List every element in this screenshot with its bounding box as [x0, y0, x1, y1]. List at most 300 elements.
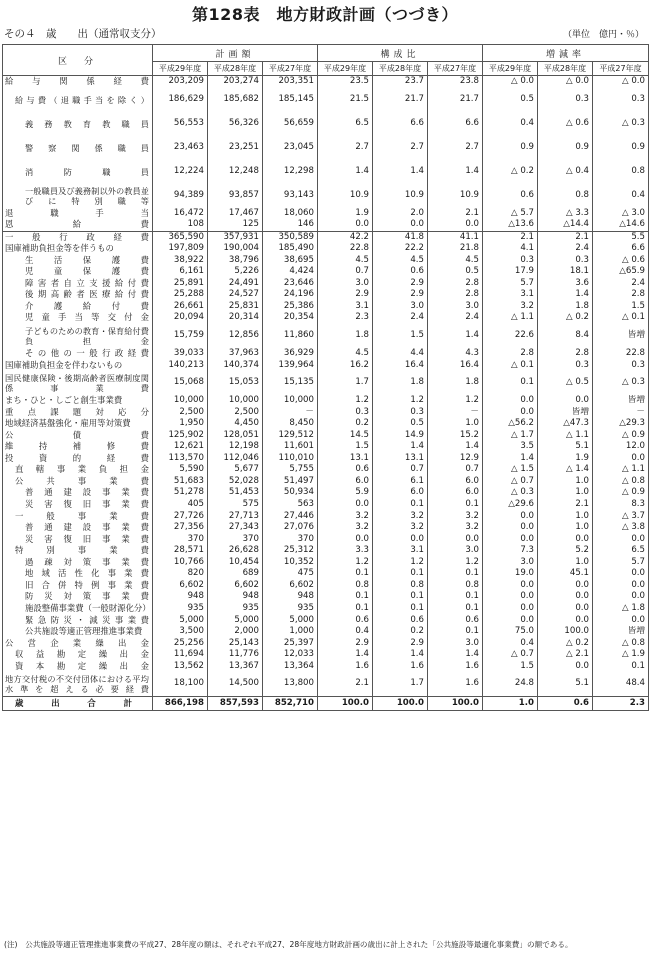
row-value: △ 0.3 — [593, 112, 649, 136]
row-value: 563 — [263, 499, 318, 511]
row-label: 退職手当 — [3, 208, 153, 220]
row-label: その他の一般行政経費 — [3, 348, 153, 360]
row-value: 0.3 — [593, 88, 649, 112]
row-value: 475 — [263, 568, 318, 580]
row-value: 1.4 — [373, 649, 428, 661]
row-value: 100.0 — [373, 697, 428, 711]
row-value: 2.3 — [593, 697, 649, 711]
row-value: 10.9 — [318, 184, 373, 208]
row-value: 10,352 — [263, 557, 318, 569]
row-value: 51,497 — [263, 476, 318, 488]
row-value: 0.8 — [318, 580, 373, 592]
row-value: 25,386 — [263, 301, 318, 313]
row-value: 0.1 — [428, 568, 483, 580]
row-value: △ 0.6 — [538, 112, 593, 136]
row-label: 給与費（退職手当を除く） — [3, 88, 153, 112]
table-row — [3, 208, 649, 220]
row-value: 5,755 — [263, 464, 318, 476]
row-label: 地域経済基盤強化・雇用等対策費 — [3, 418, 153, 430]
row-value: 0.9 — [593, 136, 649, 160]
row-value: 203,351 — [263, 76, 318, 88]
table-row — [3, 453, 649, 465]
row-value: 56,326 — [208, 112, 263, 136]
header-year: 平成27年度 — [263, 62, 318, 76]
row-value: 1.8 — [318, 324, 373, 348]
row-value: 8,450 — [263, 418, 318, 430]
row-value: 0.1 — [373, 568, 428, 580]
row-value: 51,683 — [153, 476, 208, 488]
row-value: 1.4 — [318, 160, 373, 184]
row-value: 20,314 — [208, 312, 263, 324]
row-label: 地域活性化事業費 — [3, 568, 153, 580]
row-value: 4.3 — [428, 348, 483, 360]
table-row — [3, 603, 649, 615]
row-value: 689 — [208, 568, 263, 580]
row-value: △ 0.0 — [593, 76, 649, 88]
row-value: 0.2 — [373, 626, 428, 638]
row-value: 7.3 — [483, 545, 538, 557]
row-value: 0.0 — [483, 407, 538, 419]
row-label: 一般職員及び義務制以外の教員並びに特別職等 — [3, 184, 153, 208]
row-value: 11,776 — [208, 649, 263, 661]
row-value: 3.3 — [318, 545, 373, 557]
row-value: 5,000 — [153, 615, 208, 627]
row-value: 1,000 — [263, 626, 318, 638]
header-kubun: 区 分 — [3, 45, 153, 76]
table-row — [3, 348, 649, 360]
row-value: 52,028 — [208, 476, 263, 488]
row-value: 22.6 — [483, 324, 538, 348]
row-value: 25,312 — [263, 545, 318, 557]
row-value: 0.0 — [538, 534, 593, 546]
row-value: 45.1 — [538, 568, 593, 580]
row-value: △ 2.1 — [538, 649, 593, 661]
row-value: 0.0 — [483, 580, 538, 592]
row-value: 4.5 — [318, 348, 373, 360]
row-value: 3.2 — [483, 301, 538, 313]
expenditure-table — [2, 44, 649, 711]
row-value: 0.6 — [318, 464, 373, 476]
row-label: 児童保護費 — [3, 266, 153, 278]
row-value: 18,060 — [263, 208, 318, 220]
row-value: △ 0.0 — [483, 76, 538, 88]
row-value: △29.3 — [593, 418, 649, 430]
table-row — [3, 697, 649, 711]
row-label: 災害復旧事業費 — [3, 534, 153, 546]
row-value: 13,367 — [208, 661, 263, 673]
row-value: 0.0 — [538, 591, 593, 603]
row-value: 146 — [263, 219, 318, 231]
row-value: 2.8 — [593, 289, 649, 301]
table-row — [3, 499, 649, 511]
row-value: 2.1 — [538, 231, 593, 243]
row-value: 1.0 — [538, 476, 593, 488]
row-value: 4.5 — [373, 255, 428, 267]
row-value: 12.9 — [428, 453, 483, 465]
row-value: 2.8 — [483, 348, 538, 360]
row-value: － — [428, 407, 483, 419]
row-value: 3.1 — [373, 545, 428, 557]
row-value: 10.9 — [373, 184, 428, 208]
table-row — [3, 184, 649, 208]
row-value: 12,856 — [208, 324, 263, 348]
row-value: 1.4 — [373, 160, 428, 184]
row-value: 39,033 — [153, 348, 208, 360]
row-value: △14.4 — [538, 219, 593, 231]
row-value: 10.9 — [428, 184, 483, 208]
row-value: 6.6 — [428, 112, 483, 136]
table-row — [3, 289, 649, 301]
row-value: △ 0.5 — [538, 371, 593, 395]
row-value: 8.3 — [593, 499, 649, 511]
row-value: 1.6 — [318, 661, 373, 673]
row-value: 2.9 — [373, 289, 428, 301]
row-value: 1.8 — [538, 301, 593, 313]
row-label: 資本勘定繰出金 — [3, 661, 153, 673]
row-value: 0.1 — [593, 661, 649, 673]
row-value: 2.9 — [373, 638, 428, 650]
row-value: 1.8 — [428, 371, 483, 395]
row-value: △ 3.8 — [593, 522, 649, 534]
row-value: 0.0 — [428, 219, 483, 231]
row-value: 15.2 — [428, 430, 483, 442]
row-value: 6,161 — [153, 266, 208, 278]
row-value: 26,628 — [208, 545, 263, 557]
row-label: 公債費 — [3, 430, 153, 442]
table-row — [3, 395, 649, 407]
row-value: 0.9 — [538, 136, 593, 160]
row-value: 5,000 — [263, 615, 318, 627]
row-value: 27,343 — [208, 522, 263, 534]
row-label: 特別事業費 — [3, 545, 153, 557]
row-value: 18.1 — [538, 266, 593, 278]
row-value: 0.3 — [538, 360, 593, 372]
row-value: 0.0 — [538, 615, 593, 627]
row-value: 6.6 — [373, 112, 428, 136]
table-row — [3, 219, 649, 231]
table-row — [3, 88, 649, 112]
row-value: 21.7 — [428, 88, 483, 112]
table-row — [3, 76, 649, 88]
row-value: 27,446 — [263, 511, 318, 523]
row-value: 23,045 — [263, 136, 318, 160]
row-value: △ 0.9 — [593, 487, 649, 499]
table-row — [3, 476, 649, 488]
row-value: 203,209 — [153, 76, 208, 88]
row-value: 1.0 — [538, 557, 593, 569]
row-value: 38,796 — [208, 255, 263, 267]
row-value: 948 — [263, 591, 318, 603]
row-value: 1.7 — [373, 672, 428, 697]
row-value: 370 — [153, 534, 208, 546]
row-value: 27,076 — [263, 522, 318, 534]
row-value: △ 3.3 — [538, 208, 593, 220]
row-value: 0.0 — [593, 568, 649, 580]
row-value: 0.6 — [538, 697, 593, 711]
row-label: 子どものための教育・保育給付費負担金 — [3, 324, 153, 348]
row-label: 普通建設事業費 — [3, 487, 153, 499]
table-row — [3, 626, 649, 638]
table-row — [3, 136, 649, 160]
row-value: 5.1 — [538, 672, 593, 697]
row-value: 3.5 — [483, 441, 538, 453]
row-value: △ 0.7 — [483, 649, 538, 661]
row-label: 警察関係職員 — [3, 136, 153, 160]
row-value: △ 0.3 — [483, 487, 538, 499]
row-value: 56,659 — [263, 112, 318, 136]
row-label: 災害復旧事業費 — [3, 499, 153, 511]
row-value: 185,145 — [263, 88, 318, 112]
row-value: 575 — [208, 499, 263, 511]
row-value: 0.1 — [428, 591, 483, 603]
table-row — [3, 266, 649, 278]
row-value: 0.3 — [538, 88, 593, 112]
table-row — [3, 231, 649, 243]
row-value: 4.5 — [318, 255, 373, 267]
row-value: 27,356 — [153, 522, 208, 534]
row-value: 190,004 — [208, 243, 263, 255]
row-value: △ 0.1 — [483, 360, 538, 372]
row-value: 4.5 — [428, 255, 483, 267]
row-value: 17,467 — [208, 208, 263, 220]
row-value: 27,713 — [208, 511, 263, 523]
row-value: 3.0 — [428, 301, 483, 313]
row-value: 1.4 — [428, 324, 483, 348]
table-row — [3, 441, 649, 453]
row-value: 13,800 — [263, 672, 318, 697]
row-value: 0.9 — [483, 136, 538, 160]
row-label: 施設整備事業費（一般財源化分） — [3, 603, 153, 615]
row-value: 12,198 — [208, 441, 263, 453]
table-row — [3, 324, 649, 348]
row-label: 後期高齢者医療給付費 — [3, 289, 153, 301]
row-label: 過疎対策事業費 — [3, 557, 153, 569]
row-value: 3.1 — [318, 301, 373, 313]
table-row — [3, 407, 649, 419]
row-value: 1.2 — [428, 395, 483, 407]
table-row — [3, 649, 649, 661]
table-row — [3, 371, 649, 395]
row-value: △ 1.7 — [483, 430, 538, 442]
row-value: 5,226 — [208, 266, 263, 278]
row-value: 10,000 — [153, 395, 208, 407]
row-value: 22.8 — [593, 348, 649, 360]
row-value: 2.1 — [483, 231, 538, 243]
row-value: 1.0 — [538, 522, 593, 534]
row-value: 4,424 — [263, 266, 318, 278]
row-value: △ 1.1 — [593, 464, 649, 476]
row-value: 23,646 — [263, 278, 318, 290]
row-value: 25,891 — [153, 278, 208, 290]
row-value: 0.1 — [373, 499, 428, 511]
row-value: 0.8 — [373, 580, 428, 592]
row-value: 0.8 — [538, 184, 593, 208]
row-value: △ 0.9 — [593, 430, 649, 442]
row-value: 2.9 — [318, 289, 373, 301]
row-value: 41.8 — [373, 231, 428, 243]
row-value: 185,490 — [263, 243, 318, 255]
row-value: 0.0 — [593, 534, 649, 546]
row-value: 1.4 — [428, 649, 483, 661]
table-row — [3, 638, 649, 650]
header-year: 平成28年度 — [373, 62, 428, 76]
row-value: 2.4 — [373, 312, 428, 324]
row-value: 113,570 — [153, 453, 208, 465]
row-value: 2,000 — [208, 626, 263, 638]
row-value: 皆増 — [593, 324, 649, 348]
row-value: 6.5 — [593, 545, 649, 557]
row-value: 857,593 — [208, 697, 263, 711]
row-value: 0.0 — [483, 603, 538, 615]
row-value: 15,759 — [153, 324, 208, 348]
row-value: 皆増 — [593, 395, 649, 407]
row-value: 6.1 — [373, 476, 428, 488]
row-value: 6.5 — [318, 112, 373, 136]
row-value: 1.4 — [428, 160, 483, 184]
row-value: 405 — [153, 499, 208, 511]
row-value: 1.4 — [428, 441, 483, 453]
row-value: 1.6 — [428, 672, 483, 697]
row-label: 直轄事業負担金 — [3, 464, 153, 476]
row-value: 0.6 — [373, 615, 428, 627]
row-value: 37,963 — [208, 348, 263, 360]
row-value: 948 — [153, 591, 208, 603]
row-value: 0.0 — [318, 534, 373, 546]
row-value: 0.6 — [373, 266, 428, 278]
row-value: △ 0.4 — [538, 160, 593, 184]
header-year: 平成27年度 — [428, 62, 483, 76]
row-value: 0.0 — [483, 511, 538, 523]
table-row — [3, 568, 649, 580]
row-label: 収益勘定繰出金 — [3, 649, 153, 661]
row-value: 2.1 — [538, 499, 593, 511]
row-value: 6,602 — [263, 580, 318, 592]
row-value: 0.0 — [318, 499, 373, 511]
row-value: 820 — [153, 568, 208, 580]
row-value: 0.0 — [538, 580, 593, 592]
row-value: 0.1 — [318, 591, 373, 603]
row-value: △ 0.2 — [483, 160, 538, 184]
row-value: 8.4 — [538, 324, 593, 348]
row-value: 3,500 — [153, 626, 208, 638]
row-value: 0.0 — [483, 591, 538, 603]
header-ratio: 構成比 — [318, 45, 483, 62]
row-label: 国庫補助負担金等を伴うもの — [3, 243, 153, 255]
row-value: 11,860 — [263, 324, 318, 348]
row-value: 3.2 — [428, 522, 483, 534]
row-value: 1.7 — [318, 371, 373, 395]
row-value: △ 0.8 — [593, 476, 649, 488]
row-value: 10,000 — [208, 395, 263, 407]
row-value: 25,256 — [153, 638, 208, 650]
row-value: 1.6 — [428, 661, 483, 673]
row-value: 0.3 — [538, 255, 593, 267]
row-value: 0.3 — [593, 360, 649, 372]
row-value: 3.0 — [373, 301, 428, 313]
row-label: まち・ひと・しごと創生事業費 — [3, 395, 153, 407]
row-value: 18,100 — [153, 672, 208, 697]
row-value: 42.2 — [318, 231, 373, 243]
row-value: 1,950 — [153, 418, 208, 430]
row-value: 0.6 — [318, 615, 373, 627]
row-value: △ 1.4 — [538, 464, 593, 476]
row-value: △47.3 — [538, 418, 593, 430]
table-row — [3, 112, 649, 136]
row-value: 2.0 — [373, 208, 428, 220]
row-value: 1.0 — [538, 487, 593, 499]
table-row — [3, 301, 649, 313]
row-value: 1.0 — [483, 697, 538, 711]
row-value: 12,224 — [153, 160, 208, 184]
table-row — [3, 672, 649, 697]
row-value: 23.8 — [428, 76, 483, 88]
row-value: 4.1 — [483, 243, 538, 255]
row-value: 17.9 — [483, 266, 538, 278]
row-value: 21.8 — [428, 243, 483, 255]
row-value: 6.0 — [428, 487, 483, 499]
row-value: 0.1 — [428, 603, 483, 615]
row-label: 消防職員 — [3, 160, 153, 184]
row-value: 5,677 — [208, 464, 263, 476]
row-value: 3.2 — [373, 511, 428, 523]
row-value: 2.1 — [318, 672, 373, 697]
row-value: 0.1 — [373, 603, 428, 615]
row-value: △ 0.2 — [538, 638, 593, 650]
row-value: 0.6 — [428, 615, 483, 627]
row-value: 0.0 — [373, 534, 428, 546]
row-value: △ 5.7 — [483, 208, 538, 220]
row-value: 0.0 — [593, 615, 649, 627]
row-value: 112,046 — [208, 453, 263, 465]
row-value: △ 0.6 — [593, 255, 649, 267]
row-value: 16.2 — [318, 360, 373, 372]
row-value: 5.7 — [593, 557, 649, 569]
row-value: 25,143 — [208, 638, 263, 650]
row-value: 0.0 — [538, 603, 593, 615]
row-value: 20,354 — [263, 312, 318, 324]
row-value: 75.0 — [483, 626, 538, 638]
row-value: 1.5 — [373, 324, 428, 348]
row-label: 介護給付費 — [3, 301, 153, 313]
row-value: 3.6 — [538, 278, 593, 290]
row-label: 公共施設等適正管理推進事業費 — [3, 626, 153, 638]
row-value: △29.6 — [483, 499, 538, 511]
table-row — [3, 545, 649, 557]
row-value: 22.2 — [373, 243, 428, 255]
row-value: 23,251 — [208, 136, 263, 160]
row-label: 公営企業繰出金 — [3, 638, 153, 650]
row-label: 投資的経費 — [3, 453, 153, 465]
row-value: △ 1.5 — [483, 464, 538, 476]
row-value: 22.8 — [318, 243, 373, 255]
row-value: 5.1 — [538, 441, 593, 453]
row-value: 0.6 — [483, 184, 538, 208]
row-label: 維持補修費 — [3, 441, 153, 453]
row-value: 1.2 — [318, 395, 373, 407]
row-value: 2.4 — [428, 312, 483, 324]
row-value: 140,374 — [208, 360, 263, 372]
row-value: 935 — [263, 603, 318, 615]
row-value: 1.4 — [373, 441, 428, 453]
row-value: 5,000 — [208, 615, 263, 627]
row-value: 140,213 — [153, 360, 208, 372]
row-value: △ 0.1 — [593, 312, 649, 324]
row-value: 1.2 — [373, 395, 428, 407]
row-value: 12,033 — [263, 649, 318, 661]
row-value: 20,094 — [153, 312, 208, 324]
table-row — [3, 255, 649, 267]
row-value: 14,500 — [208, 672, 263, 697]
